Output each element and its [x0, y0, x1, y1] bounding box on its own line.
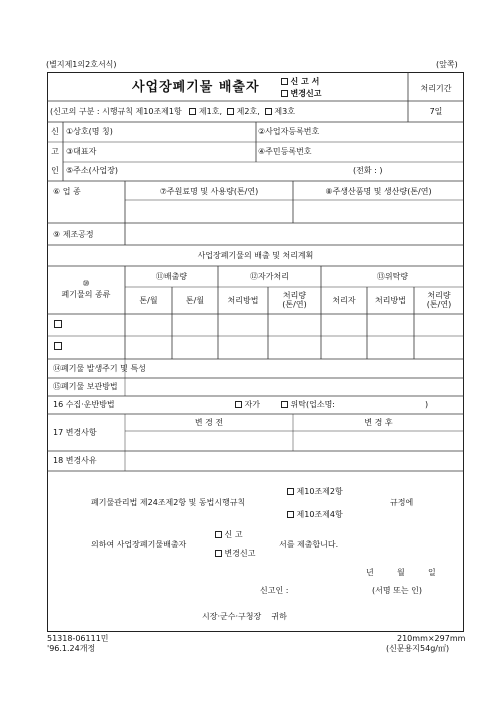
transport-contract-option[interactable]: 위탁(업소명:: [281, 400, 335, 410]
checkbox-icon[interactable]: [265, 108, 272, 115]
transport-close-paren: ): [425, 400, 429, 409]
checkbox-icon[interactable]: [189, 108, 196, 115]
checkbox-icon[interactable]: [54, 320, 62, 328]
representative-field[interactable]: ③대표자: [66, 147, 97, 156]
ton-month-label-2: 톤/월: [185, 296, 205, 305]
raw-material-label: ⑦주원료명 및 사용량(톤/연): [159, 187, 259, 196]
date-month: 월: [397, 568, 405, 577]
processing-period-value: 7일: [429, 107, 443, 116]
amount-unit-2: (톤/연): [426, 300, 452, 309]
form-number: (별지제1의2호서식): [46, 60, 117, 69]
business-reg-no-field[interactable]: ②사업자등록번호: [258, 127, 320, 136]
recipient: 시장·군수·구청장 귀하: [202, 612, 287, 621]
amount-unit-1: (톤/연): [282, 300, 307, 309]
declaration-law: 폐기물관리법 제24조제2항 및 동법시행규칙: [91, 498, 246, 507]
declaration-change-option[interactable]: 변경신고: [215, 549, 255, 559]
date-year: 년: [366, 568, 374, 577]
resident-no-field[interactable]: ④주민등록번호: [258, 147, 312, 156]
transport-self-option[interactable]: 자가: [235, 400, 260, 410]
method-label-1: 처리방법: [227, 296, 259, 305]
option-report[interactable]: 신 고 서: [281, 77, 319, 87]
before-change-label: 변 경 전: [194, 418, 224, 427]
phone-field[interactable]: (전화 : ): [353, 166, 383, 175]
amount-label-1: 처리량: [282, 291, 307, 300]
checkbox-icon[interactable]: [215, 531, 222, 538]
option-change[interactable]: 변경신고: [281, 89, 321, 99]
waste-row-checkbox-2[interactable]: [54, 342, 62, 352]
declaration-report-option[interactable]: 신 고: [215, 530, 243, 540]
form-code: 51318-06111민: [47, 634, 109, 643]
process-label: ⑨ 제조공정: [53, 230, 94, 239]
transport-label: 16 수집·운반방법: [53, 400, 115, 409]
address-field[interactable]: ⑤주소(사업장): [66, 166, 119, 175]
processing-period-label: 처리기간: [420, 84, 452, 93]
method-label-2: 처리방법: [375, 296, 406, 305]
main-product-label: ⑧주생산품명 및 생산량(톤/연): [325, 187, 432, 196]
checkbox-icon[interactable]: [281, 90, 288, 97]
emission-label: ⑪배출량: [155, 272, 188, 281]
paper-size: 210mm×297mm: [397, 634, 466, 643]
checkbox-icon[interactable]: [227, 108, 234, 115]
plan-section-title: 사업장폐기물의 배출 및 처리계획: [197, 251, 314, 260]
checkbox-icon[interactable]: [215, 550, 222, 557]
cycle-label: ⑭폐기물 발생주기 및 특성: [53, 364, 146, 373]
change-items-label: 17 변경사항: [53, 428, 97, 437]
article-10-2-option[interactable]: 제10조제2항: [287, 487, 343, 497]
waste-row-checkbox-1[interactable]: [54, 320, 62, 330]
storage-label: ⑮폐기물 보관방법: [53, 382, 118, 391]
after-change-label: 변 경 후: [364, 418, 393, 427]
revision-date: '96.1.24개정: [47, 644, 96, 653]
change-reason-label: 18 변경사유: [53, 456, 97, 465]
self-treatment-label: ⑫자가처리: [250, 272, 289, 281]
industry-label: ⑥ 업 종: [53, 187, 81, 196]
page-side: (앞쪽): [436, 60, 458, 69]
amount-label-2: 처리량: [427, 291, 451, 300]
signature-field[interactable]: (서명 또는 인): [372, 586, 422, 595]
checkbox-icon[interactable]: [287, 488, 294, 495]
declaration-lead: 의하여 사업장폐기물배출자: [91, 540, 187, 549]
report-category: (신고의 구분 : 시행규칙 제10조제1항 제1호, 제2호, 제3호: [50, 107, 295, 116]
contract-amount-label: ⑬위탁량: [376, 272, 409, 281]
form-title: 사업장폐기물 배출자: [132, 80, 260, 95]
declaration-submit: 서를 제출합니다.: [279, 540, 339, 549]
processor-label: 처리자: [332, 296, 356, 305]
declaration-law-end: 규정에: [390, 498, 414, 507]
date-day: 일: [428, 568, 436, 577]
checkbox-icon[interactable]: [235, 401, 242, 408]
checkbox-icon[interactable]: [54, 342, 62, 350]
checkbox-icon[interactable]: [287, 511, 294, 518]
business-name-field[interactable]: ①상호(명 칭): [66, 127, 113, 136]
checkbox-icon[interactable]: [281, 78, 288, 85]
checkbox-icon[interactable]: [281, 401, 288, 408]
ton-month-label-1: 톤/월: [139, 296, 158, 305]
applicant-side-2: 고: [51, 147, 59, 156]
applicant-label: 신고인 :: [260, 586, 289, 595]
applicant-side-1: 신: [51, 127, 59, 136]
waste-type-label: 폐기물의 종류: [61, 290, 111, 299]
article-10-4-option[interactable]: 제10조제4항: [287, 510, 343, 520]
paper-type: (신문용지54g/㎡): [386, 644, 450, 653]
applicant-side-3: 인: [51, 166, 59, 175]
waste-type-number: ⑩: [82, 279, 90, 288]
